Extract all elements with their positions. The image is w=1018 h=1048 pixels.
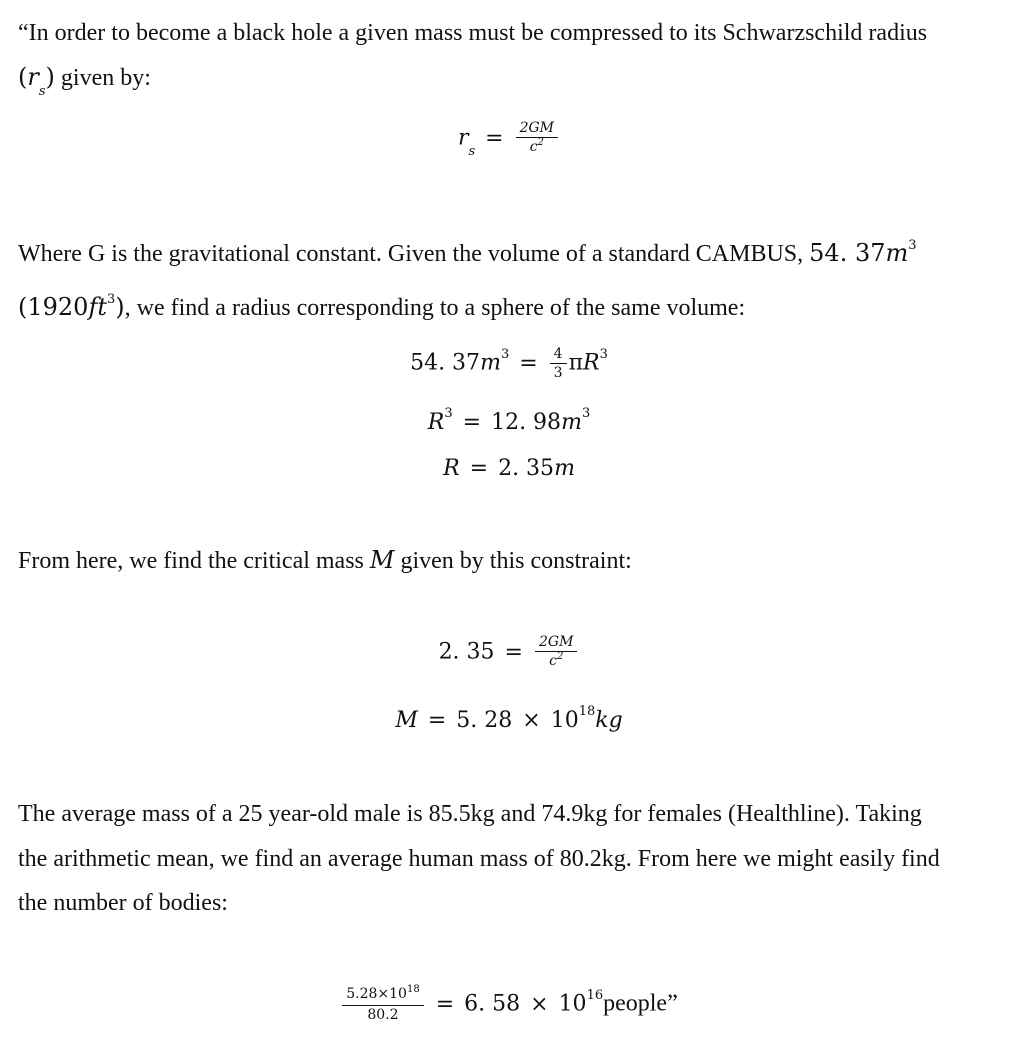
eq4-lhs: R [443, 456, 460, 481]
eq7-numerator [342, 986, 423, 1006]
paragraph-3 [18, 545, 632, 576]
eq2-radius-exponent: 3 [599, 346, 608, 362]
paren-close: ) [45, 63, 55, 91]
eq4-rhs-value: 2. 35 [498, 456, 555, 481]
eq7-times: × [530, 991, 549, 1017]
eq7-base: 10 [558, 991, 587, 1017]
eq2-radius-var: R [583, 350, 600, 376]
eq7-num-coefficient: 5.28×10 [346, 986, 407, 1002]
critical-mass-symbol: M [369, 546, 395, 574]
cubic-feet-exponent: 3 [106, 292, 116, 307]
paragraph-2-line-1 [18, 238, 917, 273]
eq6-lhs: M [395, 708, 418, 733]
cubic-feet-close: ) [115, 293, 125, 321]
eq1-den-exponent: 2 [537, 137, 544, 148]
eq6-equals: = [427, 708, 447, 733]
eq3-rhs-unit: m [561, 410, 582, 435]
eq2-frac-denominator: 3 [553, 365, 563, 381]
eq3-lhs-exponent: 3 [444, 406, 453, 421]
eq2-lhs-unit: m [480, 350, 501, 376]
eq6-unit: kg [595, 708, 623, 733]
eq5-numerator: 2GM [535, 634, 577, 652]
eq5-denominator [535, 652, 577, 671]
eq1-lhs: r [457, 125, 469, 151]
eq7-coefficient: 6. 58 [464, 991, 521, 1017]
cambus-volume-unit: m [885, 239, 909, 267]
paragraph-2-line-2 [18, 292, 745, 327]
given-by-text: given by: [54, 65, 151, 91]
eq7-equals: = [435, 991, 455, 1017]
eq1-lhs-subscript: s [468, 143, 476, 159]
eq6-coefficient: 5. 28 [456, 708, 513, 733]
eq1-equals: = [485, 125, 504, 151]
eq2-frac-numerator: 4 [550, 346, 567, 364]
eq1-fraction [516, 120, 558, 157]
cubic-feet-value: (1920 [18, 293, 89, 321]
eq7-suffix: people” [603, 990, 678, 1017]
eq2-lhs-exponent: 3 [500, 346, 510, 362]
eq2-lhs-value: 54. 37 [410, 350, 481, 376]
eq4-rhs-unit: m [554, 456, 575, 481]
eq2-equals: = [519, 350, 538, 376]
paragraph-4-line-2: the arithmetic mean, we find an average human mass of 80.2kg. From here we might easily find [18, 846, 940, 872]
paragraph-1-line-1: “In order to become a black hole a given mass must be compressed to its Schwarzschild radius [18, 20, 928, 46]
eq3-rhs-exponent: 3 [581, 406, 591, 421]
equation-mass [0, 704, 1018, 733]
eq7-exponent: 16 [586, 987, 604, 1003]
paragraph-2-text: Where G is the gravitational constant. Given the volume of a standard CAMBUS, [18, 241, 810, 267]
eq1-den-base: c [529, 139, 538, 155]
paragraph-2-line-2-text: , we find a radius corresponding to a sphere of the same volume: [124, 295, 746, 321]
eq1-denominator [516, 138, 558, 157]
eq7-num-exponent: 18 [406, 984, 420, 995]
equation-bodies [0, 986, 1018, 1023]
schwarzschild-radius-symbol: r [27, 63, 39, 91]
equation-constraint [0, 634, 1018, 671]
eq3-equals: = [462, 410, 482, 435]
eq4-equals: = [469, 456, 489, 481]
paren-open: ( [18, 63, 28, 91]
equation-r [0, 456, 1018, 481]
eq5-lhs: 2. 35 [438, 639, 495, 665]
eq5-den-exponent: 2 [556, 651, 564, 662]
cambus-volume-value: 54. 37 [809, 239, 886, 267]
eq5-fraction [535, 634, 577, 671]
paragraph-1-line-2 [18, 62, 151, 97]
eq5-den-base: c [549, 653, 557, 669]
eq1-numerator: 2GM [516, 120, 558, 138]
eq7-fraction [342, 986, 423, 1023]
eq2-fraction [550, 346, 567, 381]
cambus-volume-exponent: 3 [908, 238, 917, 253]
eq6-times: × [522, 708, 541, 733]
equation-volume [0, 346, 1018, 381]
paragraph-3-after: given by this constraint: [394, 548, 632, 574]
paragraph-3-before: From here, we find the critical mass [18, 548, 370, 574]
eq5-equals: = [504, 639, 523, 665]
eq7-denominator: 80.2 [367, 1007, 399, 1023]
equation-schwarzschild [0, 120, 1018, 157]
equation-r-cubed [0, 406, 1018, 435]
eq3-lhs: R [427, 410, 445, 435]
paragraph-4-line-3: the number of bodies: [18, 890, 228, 916]
eq6-exponent: 18 [578, 704, 596, 719]
subscript-s: s [38, 84, 46, 99]
eq6-base: 10 [550, 708, 579, 733]
cubic-feet-unit: ft [88, 293, 107, 321]
paragraph-4-line-1: The average mass of a 25 year-old male is 85.5kg and 74.9kg for females (Healthline). Taking [18, 801, 922, 827]
eq3-rhs-value: 12. 98 [491, 410, 562, 435]
eq2-pi: π [568, 350, 584, 376]
